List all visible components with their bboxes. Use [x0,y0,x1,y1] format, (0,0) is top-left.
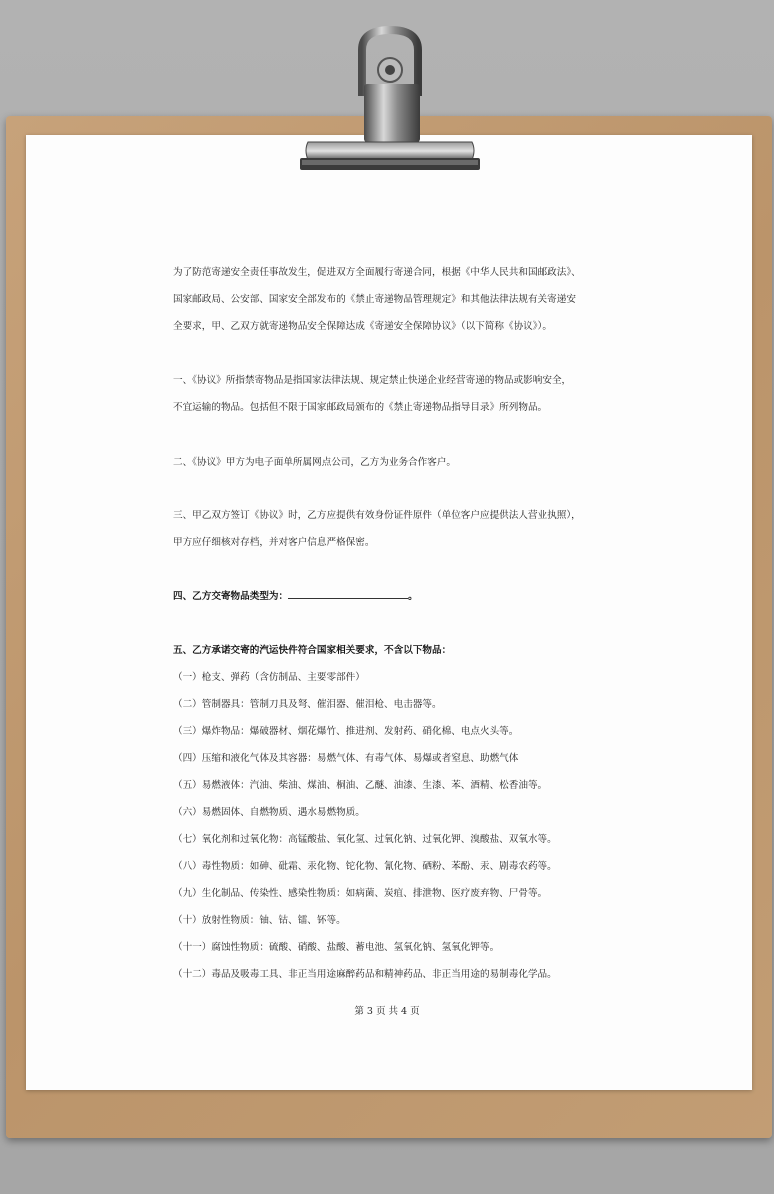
clause-4-prefix: 四、乙方交寄物品类型为： [173,591,289,602]
clause-line: 三、甲乙双方签订《协议》时，乙方应提供有效身份证件原件（单位客户应提供法人营业执照）， [173,510,581,521]
list-item: （十）放射性物质：铀、钴、镭、钚等。 [173,915,346,926]
clause-line: 不宜运输的物品。包括但不限于国家邮政局颁布的《禁止寄递物品指导目录》所列物品。 [173,402,548,413]
list-item: （六）易燃固体、自燃物质、遇水易燃物质。 [173,807,365,818]
clause-line: 一、《协议》所指禁寄物品是指国家法律法规、规定禁止快递企业经营寄递的物品或影响安全， [173,375,572,386]
intro-line: 为了防范寄递安全责任事故发生，促进双方全面履行寄递合同，根据《中华人民共和国邮政法》、 [173,267,581,278]
list-item: （十一）腐蚀性物质：硫酸、硝酸、盐酸、蓄电池、氢氧化钠、氢氧化钾等。 [173,942,500,953]
clause-4-suffix: 。 [408,591,418,602]
intro-line: 国家邮政局、公安部、国家安全部发布的《禁止寄递物品管理规定》和其他法律法规有关寄递安 [173,294,576,305]
goods-type-blank [288,590,408,599]
list-item: （三）爆炸物品：爆破器材、烟花爆竹、推进剂、发射药、硝化棉、电点火头等。 [173,726,519,737]
list-item: （十二）毒品及吸毒工具、非正当用途麻醉药品和精神药品、非正当用途的易制毒化学品。 [173,969,557,980]
list-item: （一）枪支、弹药（含仿制品、主要零部件） [173,672,365,683]
clause-5-heading-text: 五、乙方承诺交寄的汽运快件符合国家相关要求，不含以下物品： [173,645,452,656]
clause-line: 甲方应仔细核对存档，并对客户信息严格保密。 [173,537,375,548]
list-item: （八）毒性物质：如砷、砒霜、汞化物、铊化物、氰化物、硒粉、苯酚、汞、剧毒农药等。 [173,861,557,872]
list-item: （九）生化制品、传染性、感染性物质：如病菌、炭疽、排泄物、医疗废弃物、尸骨等。 [173,888,548,899]
list-item: （五）易燃液体：汽油、柴油、煤油、桐油、乙醚、油漆、生漆、苯、酒精、松香油等。 [173,780,548,791]
clause-line: 二、《协议》甲方为电子面单所属网点公司，乙方为业务合作客户。 [173,457,457,468]
list-item: （二）管制器具：管制刀具及弩、催泪器、催泪枪、电击器等。 [173,699,442,710]
intro-line: 全要求，甲、乙双方就寄递物品安全保障达成《寄递安全保障协议》（以下简称《协议》）。 [173,321,552,332]
list-item: （七）氧化剂和过氧化物：高锰酸盐、氧化氢、过氧化钠、过氧化钾、溴酸盐、双氧水等。 [173,834,557,845]
page-footer: 第 3 页 共 4 页 [354,1006,420,1017]
list-item: （四）压缩和液化气体及其容器：易燃气体、有毒气体、易爆或者窒息、助燃气体 [173,753,519,764]
